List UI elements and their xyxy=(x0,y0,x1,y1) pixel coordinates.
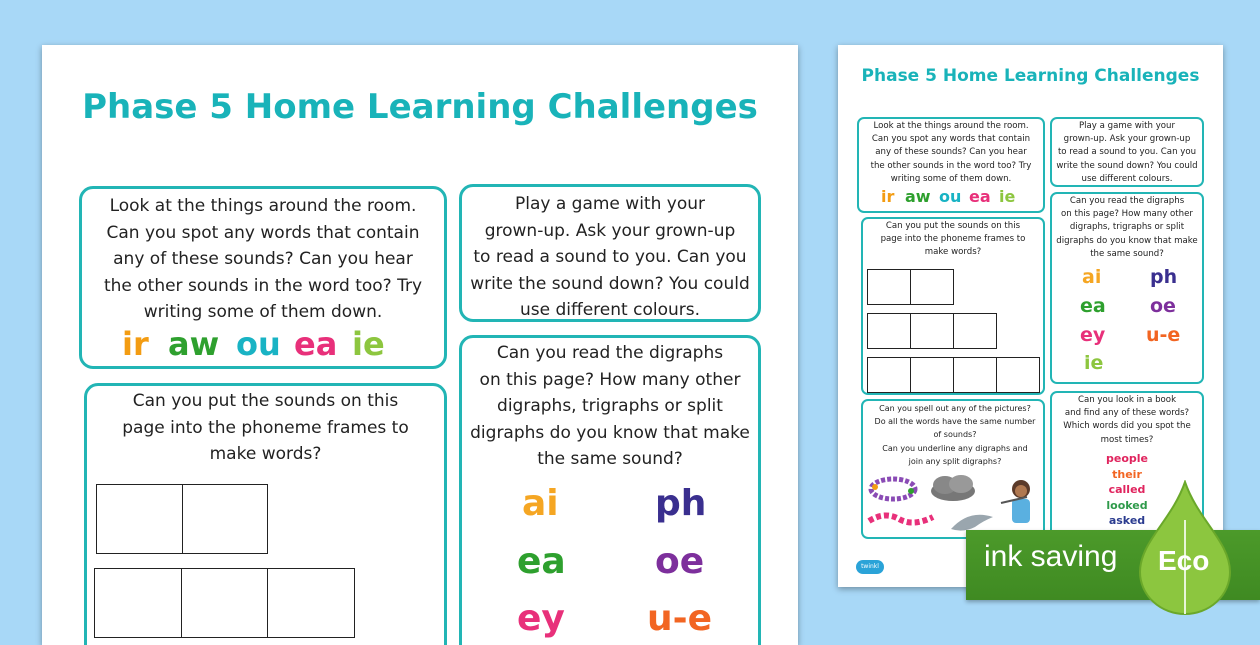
challenge-text-line: digraphs do you know that make xyxy=(470,422,750,443)
challenge-text-line: Can you spot any words that contain xyxy=(106,222,420,243)
phoneme-cell xyxy=(953,357,997,393)
challenge-text-line: and find any of these words? xyxy=(1064,408,1190,419)
phoneme-frame-2 xyxy=(867,269,954,305)
digraph-u-e: u-e xyxy=(1146,324,1181,346)
phoneme-cell xyxy=(910,357,954,393)
digraph-ey: ey xyxy=(517,598,565,639)
challenge-text-line: to read a sound to you. Can you xyxy=(1057,147,1197,158)
challenge-text-line: Can you read the digraphs xyxy=(496,343,724,363)
word-called: called xyxy=(1108,483,1146,496)
digraph-ph: ph xyxy=(1150,266,1178,288)
challenge-text-line: Can you put the sounds on this xyxy=(885,221,1021,231)
phoneme-cell xyxy=(996,357,1040,393)
challenge-text-line: grown-up. Ask your grown-up xyxy=(1063,134,1191,145)
challenge-text-line: Can you underline any digraphs and xyxy=(882,443,1028,453)
phoneme-cell xyxy=(867,313,911,349)
phoneme-frame-2 xyxy=(96,484,268,554)
cloud-icon xyxy=(931,475,975,501)
sound-ou: ou xyxy=(939,187,962,206)
phoneme-cell xyxy=(867,269,911,305)
challenge-text-line: write the sound down? You could xyxy=(470,273,750,294)
challenge-text-line: Play a game with your xyxy=(1078,121,1176,131)
digraph-ph: ph xyxy=(655,483,707,524)
challenge-text-line: Can you read the digraphs xyxy=(1069,196,1185,206)
sound-ie: ie xyxy=(999,187,1016,206)
challenge-text-line: Do all the words have the same number xyxy=(874,417,1036,427)
phoneme-cell xyxy=(96,484,183,554)
challenge-box-spot-sounds-small xyxy=(857,117,1045,213)
sound-ea: ea xyxy=(969,187,991,206)
challenge-text-line: make words? xyxy=(924,247,982,258)
bead-necklace-icon xyxy=(871,479,915,499)
sound-row xyxy=(122,325,385,363)
digraph-ea: ea xyxy=(1080,295,1106,317)
challenge-text-line: Look at the things around the room. xyxy=(109,196,417,216)
word-people: people xyxy=(1106,452,1148,465)
challenge-text-line: of sounds? xyxy=(933,430,977,440)
sound-ea: ea xyxy=(294,325,338,363)
sound-ir: ir xyxy=(122,325,149,363)
challenge-text-line: page into the phoneme frames to xyxy=(880,234,1026,245)
phoneme-frame-4 xyxy=(867,357,1040,393)
phoneme-cell xyxy=(910,313,954,349)
challenge-text-line: grown-up. Ask your grown-up xyxy=(484,220,736,241)
challenge-text-line: Can you put the sounds on this xyxy=(132,391,399,411)
digraph-ai: ai xyxy=(522,483,559,524)
sound-ou: ou xyxy=(236,325,281,363)
challenge-text-line: the same sound? xyxy=(1090,248,1164,259)
challenge-text-line: digraphs do you know that make xyxy=(1056,235,1198,246)
challenge-box-pictures-small xyxy=(861,399,1045,539)
sound-row-small xyxy=(881,187,1015,206)
challenge-text-line: on this page? How many other xyxy=(1061,209,1193,220)
page-title: Phase 5 Home Learning Challenges xyxy=(82,87,758,127)
challenge-box-phoneme-frames-small xyxy=(861,217,1045,395)
challenge-box-phoneme-frames xyxy=(84,383,447,645)
dolphin-icon xyxy=(951,515,993,531)
challenge-text-line: most times? xyxy=(1100,434,1154,445)
snake-icon xyxy=(869,515,933,522)
sound-aw: aw xyxy=(905,187,931,206)
eco-label: Eco xyxy=(1158,545,1210,576)
challenge-text-line: the same sound? xyxy=(537,449,683,469)
challenge-text-line: digraphs, trigraphs or split xyxy=(1069,222,1185,233)
challenge-text-line: join any split digraphs? xyxy=(908,456,1002,466)
digraph-ey: ey xyxy=(1080,324,1106,346)
challenge-text-line: writing some of them down. xyxy=(890,173,1012,184)
challenge-text-line: Look at the things around the room. xyxy=(873,121,1029,131)
phoneme-frame-3 xyxy=(867,313,997,349)
challenge-box-game xyxy=(459,184,761,322)
digraph-oe: oe xyxy=(655,541,705,582)
challenge-text-line: use different colours. xyxy=(1081,173,1173,184)
challenge-box-digraphs xyxy=(459,335,761,645)
phoneme-cell xyxy=(953,313,997,349)
word-asked: asked xyxy=(1108,514,1146,527)
challenge-text-line: Can you look in a book xyxy=(1077,395,1177,405)
digraph-oe: oe xyxy=(1150,295,1176,317)
challenge-text-line: writing some of them down. xyxy=(143,302,383,322)
challenge-text-line: page into the phoneme frames to xyxy=(122,417,409,438)
challenge-box-game-small xyxy=(1050,117,1204,187)
worksheet-page-large xyxy=(42,45,798,645)
challenge-text-line: on this page? How many other xyxy=(479,369,741,390)
sound-ie: ie xyxy=(352,325,385,363)
challenge-text-line: Can you spell out any of the pictures? xyxy=(879,404,1031,413)
girl-playing-flute-icon xyxy=(1001,480,1030,523)
phoneme-frame-3 xyxy=(94,568,355,638)
phoneme-cell xyxy=(910,269,954,305)
digraph-ie: ie xyxy=(1084,352,1104,374)
challenge-text-line: the other sounds in the word too? Try xyxy=(870,160,1032,171)
challenge-text-line: the other sounds in the word too? Try xyxy=(103,275,423,296)
phoneme-cell xyxy=(94,568,182,638)
digraph-u-e: u-e xyxy=(647,598,712,639)
word-looked: looked xyxy=(1106,498,1148,512)
twinkl-logo: twinkl xyxy=(856,560,884,574)
challenge-text-line: write the sound down? You could xyxy=(1056,160,1198,171)
challenge-text-line: use different colours. xyxy=(520,300,700,320)
challenge-text-line: Play a game with your xyxy=(514,194,705,214)
digraph-ea: ea xyxy=(517,541,566,582)
sound-ir: ir xyxy=(881,187,895,206)
phoneme-cell xyxy=(182,484,268,554)
challenge-box-spot-sounds xyxy=(79,186,447,369)
word-their: their xyxy=(1112,467,1142,481)
challenge-text-line: any of these sounds? Can you hear xyxy=(875,147,1027,158)
challenge-text-line: Which words did you spot the xyxy=(1063,421,1191,432)
phoneme-cell xyxy=(181,568,269,638)
ink-saving-label: ink saving xyxy=(984,540,1118,573)
challenge-text-line: digraphs, trigraphs or split xyxy=(497,396,723,416)
digraph-ai: ai xyxy=(1082,266,1102,288)
challenge-box-digraphs-small xyxy=(1050,192,1204,384)
page-title-small: Phase 5 Home Learning Challenges xyxy=(861,66,1200,86)
challenge-text-line: make words? xyxy=(209,444,322,464)
phoneme-cell xyxy=(867,357,911,393)
phoneme-cell xyxy=(267,568,355,638)
sound-aw: aw xyxy=(168,325,220,363)
challenge-text-line: Can you spot any words that contain xyxy=(871,134,1031,145)
challenge-text-line: any of these sounds? Can you hear xyxy=(113,249,413,269)
challenge-text-line: to read a sound to you. Can you xyxy=(473,247,747,267)
